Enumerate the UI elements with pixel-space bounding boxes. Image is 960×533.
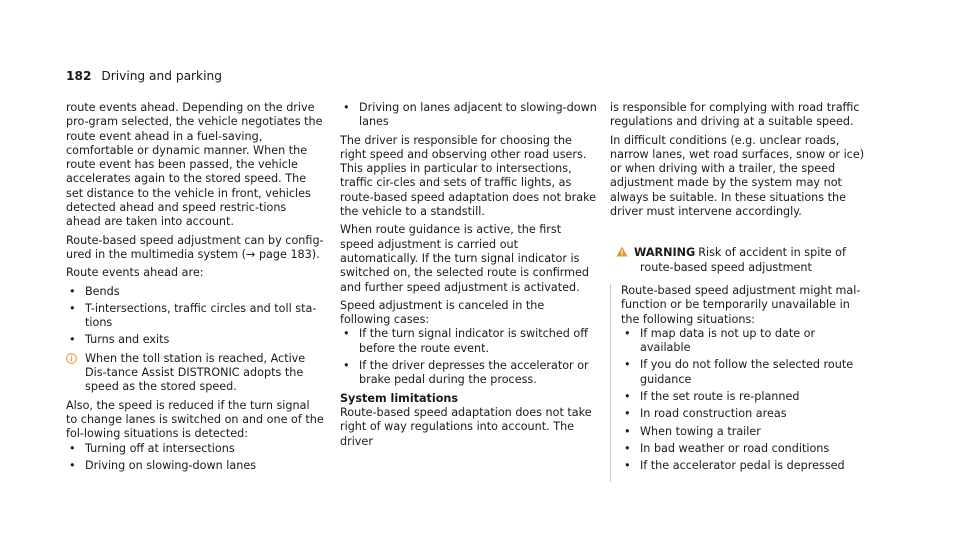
bullet-icon: •	[624, 358, 631, 372]
paragraph: Route-based speed adaptation does not take right of way regulations into account. The driver	[340, 405, 592, 448]
bullet-icon: •	[624, 326, 631, 340]
route-events-list	[66, 285, 324, 348]
bullet-icon: •	[69, 441, 76, 455]
list-item: • Driving on lanes adjacent to slowing-down lanes	[343, 101, 597, 129]
warning-paragraph: Route-based speed adjustment might mal-function or be temporarily unavailable in the following situations:	[621, 283, 861, 326]
list-item: • If the accelerator pedal is depressed	[624, 459, 845, 473]
paragraph: is responsible for complying with road traffic regulations and driving at a suitable speed.	[610, 101, 860, 129]
bullet-icon: •	[343, 359, 350, 373]
paragraph: Route-based speed adjustment can by config-ured in the multimedia system (→ page 183).	[66, 233, 324, 261]
list-item: • Turning off at intersections	[69, 441, 235, 455]
cancel-cases-list	[340, 327, 597, 387]
bullet-icon: •	[69, 458, 76, 472]
warning-triangle-icon	[616, 246, 628, 257]
page-number: 182	[66, 69, 92, 83]
list-item: • If the set route is re-planned	[624, 390, 800, 404]
warning-box	[610, 284, 868, 482]
page-header	[66, 69, 222, 84]
section-heading: System limitations	[340, 391, 459, 405]
bullet-icon: •	[624, 407, 631, 421]
bullet-icon: •	[69, 333, 76, 347]
bullet-icon: •	[624, 459, 631, 473]
note-text: When the toll station is reached, Active Dis-tance Assist DISTRONIC adopts the speed as the stored speed.	[85, 351, 306, 394]
bullet-icon: •	[69, 301, 76, 315]
situations-list-continued	[340, 101, 597, 130]
bullet-icon: •	[624, 441, 631, 455]
paragraph: When route guidance is active, the first speed adjustment is carried out automatically. If the turn signal indicator is switched on, the selected route is confirmed and further speed adjustment is activated.	[340, 223, 590, 294]
paragraph: The driver is responsible for choosing the right speed and observing other road users. This applies in particular to intersections, traffic cir-cles and sets of traffic lights, as route-based speed adaptation does not brake the vehicle to a standstill.	[340, 133, 597, 219]
warning-list	[621, 327, 868, 474]
list-item: • If the driver depresses the accelerator or brake pedal during the process.	[343, 359, 589, 387]
paragraph: Speed adjustment is canceled in the following cases:	[340, 298, 545, 327]
list-item: • If you do not follow the selected route guidance	[624, 358, 854, 386]
list-item: • If map data is not up to date or available	[624, 326, 816, 355]
list-item: • T-intersections, traffic circles and toll sta-tions	[69, 301, 317, 330]
paragraph: Also, the speed is reduced if the turn signal to change lanes is switched on and one of the fol-lowing situations is detected:	[66, 398, 324, 441]
info-note	[66, 352, 324, 395]
warning-header	[610, 246, 868, 275]
list-item: • If the turn signal indicator is switched off before the route event.	[343, 327, 588, 355]
warning-title-continued: route-based speed adjustment	[640, 260, 812, 274]
bullet-icon: •	[624, 424, 631, 438]
warning-label: WARNING	[634, 246, 696, 260]
list-item: • Turns and exits	[69, 333, 170, 347]
paragraph: In difficult conditions (e.g. unclear roads, narrow lanes, wet road surfaces, snow or ice) or when driving with a trailer, the speed adjustment made by the system may not always be suitable. In these situations the driver must intervene accordingly.	[610, 133, 865, 219]
column-1	[66, 101, 324, 477]
paragraph: Route events ahead are:	[66, 266, 204, 280]
bullet-icon: •	[69, 284, 76, 298]
column-2	[340, 101, 597, 453]
list-item: • Bends	[69, 284, 120, 298]
list-item: • In road construction areas	[624, 407, 787, 421]
bullet-icon: •	[624, 390, 631, 404]
column-3	[610, 101, 868, 482]
warning-title: Risk of accident in spite of	[698, 246, 846, 260]
situations-list	[66, 442, 324, 474]
list-item: • Driving on slowing-down lanes	[69, 458, 257, 472]
paragraph: route events ahead. Depending on the drive pro-gram selected, the vehicle negotiates the route event ahead in a fuel-saving, comfortable or dynamic manner. When the route event has been passed, the vehicle accelerates again to the stored speed. The set distance to the vehicle in front, vehicles detected ahead and speed restric-tions ahead are taken into account.	[66, 101, 323, 229]
section-title: Driving and parking	[101, 69, 222, 83]
bullet-icon: •	[343, 101, 350, 114]
info-icon	[66, 353, 77, 364]
list-item: • In bad weather or road conditions	[624, 441, 830, 455]
bullet-icon: •	[343, 327, 350, 341]
list-item: • When towing a trailer	[624, 424, 761, 438]
